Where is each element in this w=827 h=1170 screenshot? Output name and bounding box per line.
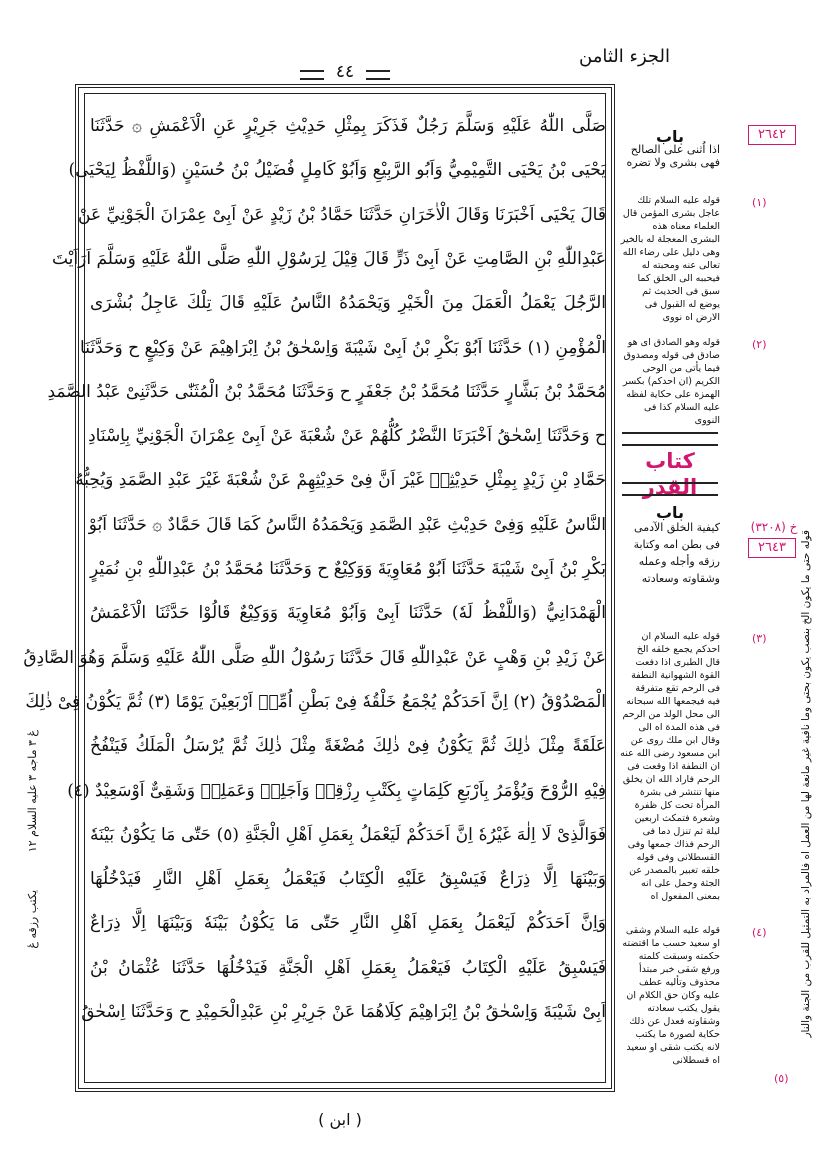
page-number-text: ٤٤ [335, 62, 355, 82]
divider-ornament-icon [622, 482, 718, 496]
bab2-text: كيفية الخلق الآدمى فى بطن امه وكتابة رزقه وأجله وعمله وشقاوته وسعادته [633, 521, 720, 585]
text-line: حَمَّادِ بْنِ زَيْدٍ بِمِثْلِ حَدِيْثِهٖ غَيْرَ اَنَّ فِىْ حَدِيْثِهِمْ عَنْ شُعْبَةَ غَيْرَ عَبْدِ الصَّمَدِ وَيُحِبُّهُ [75, 470, 606, 491]
text-line: عَلَقَةً مِثْلَ ذٰلِكَ ثُمَّ يَكُوْنُ فِىْ ذٰلِكَ مُضْغَةً مِثْلَ ذٰلِكَ ثُمَّ يُرْسَلُ الْمَلَكُ فَيَنْفُخُ [90, 736, 606, 757]
note-3-number: (٣) [752, 632, 767, 645]
text-line: فِيْهِ الرُّوْحَ وَيُؤْمَرُ بِاَرْبَعِ كَلِمَاتٍ بِكَتْبِ رِزْقِهٖ وَاَجَلِهٖ وَعَمَلِهٖ وَشَقِىٌّ اَوْسَعِيْدٌ (٤) [67, 780, 606, 801]
margin-vertical-left-1: عٔ ٣ ماجه ٣ عليه السلام ١٢ [26, 730, 39, 853]
kitab-title: كتاب القدر [642, 449, 698, 499]
sidebar-note-1: قوله عليه السلام تلك عاجل بشرى المؤمن قال العلماء معناه هذه البشرى المعجلة له بالخير وهى دليل على رضاء الله تعالى عنه ومحبته له فيحببه الى الخلق كما سبق فى الحديث ثم يوضع له القبول فى الارض اه نووى [620, 195, 720, 323]
page-number [300, 62, 390, 84]
note-2-number: (٢) [752, 338, 767, 351]
sidebar-note-4: قوله عليه السلام وشقى او سعيد حسب ما اقتضته حكمته وسبقت كلمته ورفع شقى خبر مبتدأ محذوف وتأليه عطف عليه وكان حق الكلام ان يقول يكتب سعادته وشقاوته فعدل عن ذلك حكاية لصورة ما يكتب لانه يكتب شقى او سعيد اه قسطلانى [622, 925, 720, 1066]
note-1-number: (١) [752, 196, 767, 209]
hadith-number-badge: ٢٦٤٣ [748, 538, 796, 558]
bab1-text: اذا اُثنى على الصالح فهى بشرى ولا تضره [626, 143, 720, 169]
ornament-right-icon [366, 70, 390, 80]
text-line: ح وَحَدَّثَنَا اِسْحٰقُ اَخْبَرَنَا النَّضْرُ كُلُّهُمْ عَنْ شُعْبَةَ عَنْ اَبِىْ عِمْرَانَ الْجَوْنِيِّ بِاِسْنَادِ [88, 426, 606, 447]
text-line: صَلَّى اللّٰهُ عَلَيْهِ وَسَلَّمَ رَجُلٌ فَذَكَرَ بِمِثْلِ حَدِيْثِ جَرِيْرٍ عَنِ الْاَعْمَشِ ۞ حَدَّثَنَا [90, 116, 606, 136]
text-line: عَنْ زَيْدِ بْنِ وَهْبٍ عَنْ عَبْدِاللّٰهِ قَالَ حَدَّثَنَا رَسُوْلُ اللّٰهِ صَلَّى اللّٰهُ عَلَيْهِ وَسَلَّمَ وَهُوَ الصَّادِقُ [23, 647, 606, 668]
sidebar-note-3: قوله عليه السلام ان احدكم يجمع خلقه الخ قال الطبرى اذا دفعت القوة الشهوانية النطفة فى الرحم تقع متفرقة فيه فيجمعها الله سبحانه الى محل الولد من الرحم فى هذه المدة اه الى وقال ابن ملك روى عن ابن مسعود رضى الله عنه ان النطفة اذا وقعت فى الرحم فاراد الله ان يخلق منها تنتشر فى بشرة المرأة تحت كل ظفرة وشعرة فتمكث اربعين ليلة ثم تنزل دما فى الرحم فذاك جمعها وفى القسطلانى وفى قوله خلقه تعبير بالمصدر عن الجثة وحمل على انه بمعنى المفعول اه [620, 631, 720, 902]
text-line: النَّاسُ عَلَيْهِ وَفِىْ حَدِيْثِ عَبْدِ الصَّمَدِ وَيَحْمَدُهُ النَّاسُ كَمَا قَالَ حَمَّادٌ ۞ حَدَّثَنَا اَبُوْ [88, 514, 606, 535]
vertical-side-note: قوله حتى ما يكون الخ بنصب يكون بحتى وما نافية غير مانعة لها من العمل اه فالمراد به التمثيل للقرب من الجنة والنار [800, 530, 812, 1038]
text-line: مُحَمَّدُ بْنُ بَشَّارٍ حَدَّثَنَا مُحَمَّدُ بْنُ جَعْفَرٍ ح وَحَدَّثَنَا مُحَمَّدُ بْنُ الْمُثَنّٰى حَدَّثَنِىْ عَبْدُ الصَّمَدِ [47, 381, 606, 402]
text-line: قَالَ يَحْيَى اَخْبَرَنَا وَقَالَ الْاٰخَرَانِ حَدَّثَنَا حَمَّادُ بْنُ زَيْدٍ عَنْ اَبِىْ عِمْرَانَ الْجَوْنِيِّ عَنْ [78, 204, 606, 225]
text-line: اَبِىْ شَيْبَةَ وَاِسْحٰقُ بْنُ اِبْرَاهِيْمَ كِلَاهُمَا عَنْ جَرِيْرِ بْنِ عَبْدِالْحَمِيْدِ ح وَحَدَّثَنَا اِسْحٰقُ [81, 1002, 606, 1022]
text-line: وَاِنَّ اَحَدَكُمْ لَيَعْمَلُ بِعَمَلِ اَهْلِ النَّارِ حَتّٰى مَا يَكُوْنُ بَيْنَهٗ وَبَيْنَهَا اِلَّا ذِرَاعٌ [90, 913, 606, 934]
text-line: عَبْدِاللّٰهِ بْنِ الصَّامِتِ عَنْ اَبِىْ ذَرٍّ قَالَ قِيْلَ لِرَسُوْلِ اللّٰهِ صَلَّى اللّٰهُ عَلَيْهِ وَسَلَّمَ اَرَاَيْتَ [51, 248, 606, 269]
note-5-number: (٥) [774, 1072, 789, 1085]
text-line: الْهَمْدَانِيُّ (وَاللَّفْظُ لَهٗ) حَدَّثَنَا اَبِىْ وَاَبُوْ مُعَاوِيَةَ وَوَكِيْعٌ قَالُوْا حَدَّثَنَا الْاَعْمَشُ [90, 603, 606, 624]
margin-vertical-left-2: يكتب رزقه عٔ [26, 890, 39, 949]
bab1-title: باب [655, 127, 685, 146]
sidebar-note-2: قوله وهو الصادق اى هو صادق فى قوله ومصدوق فيما يأتى من الوحى الكريم (ان احدكم) بكسر الهمزة على حكاية لفظه عليه السلام كذا فى النووى [622, 337, 720, 426]
divider-ornament-icon [622, 432, 718, 446]
text-line: فَوَالَّذِىْ لَا اِلٰهَ غَيْرُهٗ اِنَّ اَحَدَكُمْ لَيَعْمَلُ بِعَمَلِ اَهْلِ الْجَنَّةِ (٥) حَتّٰى مَا يَكُوْنُ بَيْنَهٗ [90, 824, 606, 845]
catchword-footer: ( ابن ) [318, 1110, 362, 1129]
bab2-title: باب [655, 503, 685, 522]
hadith-number-badge: ٢٦٤٢ [748, 125, 796, 145]
ornament-left-icon [300, 70, 324, 80]
text-line: الرَّجُلَ يَعْمَلُ الْعَمَلَ مِنَ الْخَيْرِ وَيَحْمَدُهُ النَّاسُ عَلَيْهِ قَالَ تِلْكَ عَاجِلُ بُشْرَى [90, 293, 606, 314]
text-line: فَيَسْبِقُ عَلَيْهِ الْكِتَابُ فَيَعْمَلُ بِعَمَلِ اَهْلِ الْجَنَّةِ فَيَدْخُلُهَا حَدَّثَنَا عُثْمَانُ بْنُ [90, 957, 606, 978]
bukhari-ref: خ (٣٢٠٨) [750, 520, 798, 534]
text-line: بَكْرِ بْنُ اَبِىْ شَيْبَةَ حَدَّثَنَا اَبُوْ مُعَاوِيَةَ وَوَكِيْعٌ ح وَحَدَّثَنَا مُحَمَّدُ بْنُ عَبْدِاللّٰهِ بْنِ نُمَيْرٍ [90, 559, 606, 579]
text-line: يَحْيَى بْنُ يَحْيَى التَّمِيْمِيُّ وَاَبُو الرَّبِيْعِ وَاَبُوْ كَامِلٍ فُضَيْلُ بْنُ حُسَيْنٍ (وَاللَّفْظُ لِيَحْيَى) [68, 160, 606, 181]
note-4-number: (٤) [752, 926, 767, 939]
text-line: الْمُؤْمِنِ (١) حَدَّثَنَا اَبُوْ بَكْرِ بْنُ اَبِىْ شَيْبَةَ وَاِسْحٰقُ بْنُ اِبْرَاهِيْمَ عَنْ وَكِيْعٍ ح وَحَدَّثَنَا [80, 337, 606, 358]
volume-label: الجزء الثامن [579, 46, 670, 67]
sidebar-bab2 [620, 503, 720, 587]
text-line: وَبَيْنَهَا اِلَّا ذِرَاعٌ فَيَسْبِقُ عَلَيْهِ الْكِتَابُ فَيَعْمَلُ بِعَمَلِ اَهْلِ النَّارِ فَيَدْخُلُهَا [90, 869, 606, 890]
text-line: الْمَصْدُوْقُ (٢) اِنَّ اَحَدَكُمْ يُجْمَعُ خَلْقُهٗ فِىْ بَطْنِ اُمِّهٖ اَرْبَعِيْنَ يَوْمًا (٣) ثُمَّ يَكُوْنُ فِىْ ذٰلِكَ [25, 691, 606, 712]
sidebar-bab1 [620, 127, 720, 169]
